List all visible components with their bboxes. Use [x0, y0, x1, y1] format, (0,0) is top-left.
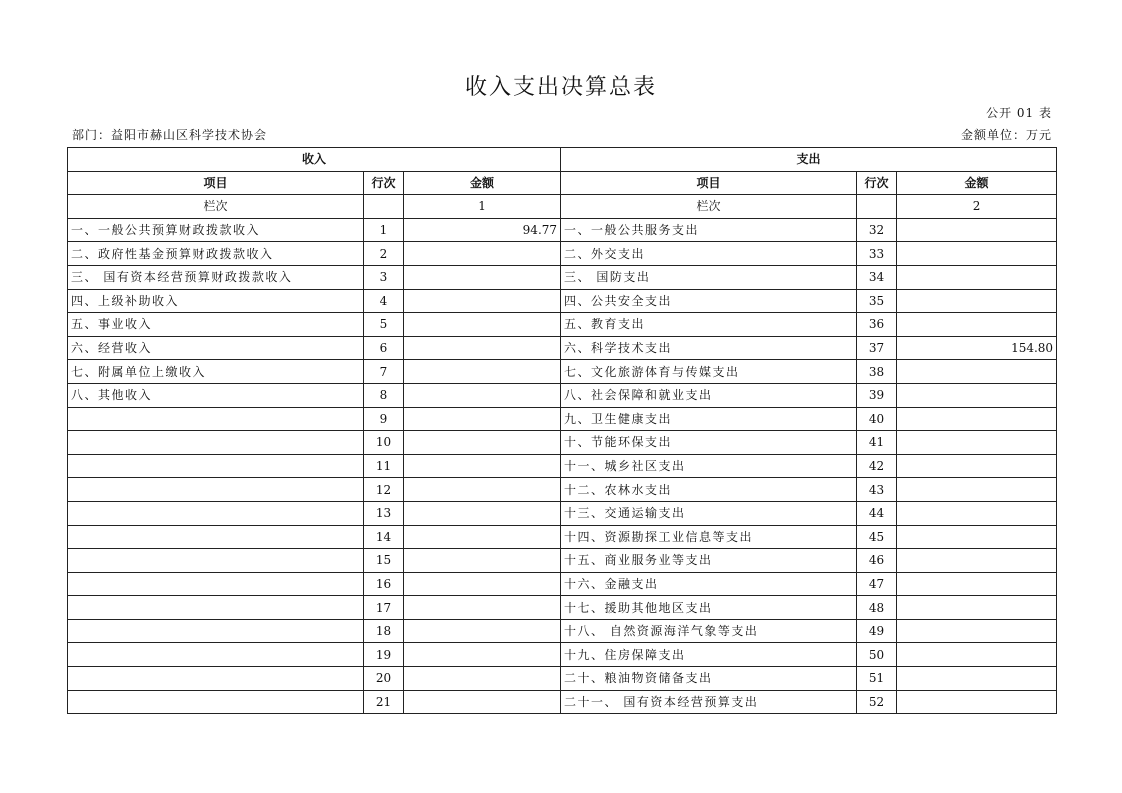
- income-row-no-cell: 11: [364, 454, 404, 478]
- expense-amount-cell: [897, 643, 1057, 667]
- expense-column-blank: [857, 195, 897, 219]
- income-row-no-header: 行次: [364, 171, 404, 195]
- expense-section-header: 支出: [561, 148, 1057, 172]
- table-row: [68, 549, 1057, 573]
- expense-amount-cell: [897, 431, 1057, 455]
- expense-row-no-cell: 36: [857, 313, 897, 337]
- table-row: [68, 407, 1057, 431]
- expense-row-no-cell: 43: [857, 478, 897, 502]
- expense-item-cell: 六、科学技术支出: [561, 336, 857, 360]
- income-row-no-cell: 16: [364, 572, 404, 596]
- expense-item-header: 项目: [561, 171, 857, 195]
- section-header-row: [68, 148, 1057, 172]
- expense-item-cell: 二十一、 国有资本经营预算支出: [561, 690, 857, 714]
- income-item-cell: [68, 431, 364, 455]
- expense-amount-cell: [897, 265, 1057, 289]
- table-row: [68, 336, 1057, 360]
- column-header-row: [68, 171, 1057, 195]
- expense-amount-cell: [897, 360, 1057, 384]
- department-label: 部门：益阳市赫山区科学技术协会: [72, 128, 268, 142]
- income-item-cell: [68, 407, 364, 431]
- income-row-no-cell: 8: [364, 383, 404, 407]
- table-row: [68, 431, 1057, 455]
- expense-amount-header: 金额: [897, 171, 1057, 195]
- expense-row-no-cell: 48: [857, 596, 897, 620]
- income-amount-cell: [404, 596, 561, 620]
- income-row-no-cell: 1: [364, 218, 404, 242]
- form-number: 公开 01 表: [986, 106, 1052, 120]
- expense-amount-cell: [897, 407, 1057, 431]
- expense-amount-cell: [897, 619, 1057, 643]
- table-row: [68, 596, 1057, 620]
- income-row-no-cell: 7: [364, 360, 404, 384]
- income-row-no-cell: 9: [364, 407, 404, 431]
- expense-item-cell: 三、 国防支出: [561, 265, 857, 289]
- income-amount-cell: [404, 407, 561, 431]
- expense-amount-cell: [897, 501, 1057, 525]
- income-row-no-cell: 13: [364, 501, 404, 525]
- expense-item-cell: 四、公共安全支出: [561, 289, 857, 313]
- expense-row-no-cell: 40: [857, 407, 897, 431]
- expense-item-cell: 二、外交支出: [561, 242, 857, 266]
- income-item-cell: [68, 478, 364, 502]
- income-amount-cell: [404, 383, 561, 407]
- income-item-cell: [68, 667, 364, 691]
- expense-item-cell: 一、一般公共服务支出: [561, 218, 857, 242]
- table-row: [68, 667, 1057, 691]
- income-amount-cell: [404, 525, 561, 549]
- expense-row-no-cell: 41: [857, 431, 897, 455]
- expense-row-no-cell: 33: [857, 242, 897, 266]
- expense-item-cell: 五、教育支出: [561, 313, 857, 337]
- table-row: [68, 265, 1057, 289]
- expense-amount-cell: [897, 383, 1057, 407]
- income-row-no-cell: 18: [364, 619, 404, 643]
- income-item-cell: 八、其他收入: [68, 383, 364, 407]
- expense-row-no-cell: 44: [857, 501, 897, 525]
- expense-amount-cell: [897, 218, 1057, 242]
- table-row: [68, 478, 1057, 502]
- income-row-no-cell: 6: [364, 336, 404, 360]
- income-amount-cell: [404, 289, 561, 313]
- income-amount-cell: [404, 265, 561, 289]
- expense-item-cell: 十六、金融支出: [561, 572, 857, 596]
- income-section-header: 收入: [68, 148, 561, 172]
- income-item-cell: [68, 501, 364, 525]
- income-item-cell: 五、事业收入: [68, 313, 364, 337]
- income-amount-cell: [404, 313, 561, 337]
- income-item-cell: [68, 690, 364, 714]
- income-amount-cell: [404, 454, 561, 478]
- table-row: [68, 360, 1057, 384]
- income-row-no-cell: 14: [364, 525, 404, 549]
- income-item-cell: [68, 549, 364, 573]
- expense-item-cell: 七、文化旅游体育与传媒支出: [561, 360, 857, 384]
- income-amount-cell: [404, 643, 561, 667]
- expense-row-no-cell: 47: [857, 572, 897, 596]
- expense-amount-cell: [897, 572, 1057, 596]
- expense-amount-cell: 154.80: [897, 336, 1057, 360]
- page-title: 收入支出决算总表: [464, 75, 657, 100]
- expense-amount-cell: [897, 549, 1057, 573]
- expense-row-no-cell: 52: [857, 690, 897, 714]
- income-amount-cell: [404, 501, 561, 525]
- expense-row-no-cell: 45: [857, 525, 897, 549]
- income-column-label: 栏次: [68, 195, 364, 219]
- table-row: [68, 313, 1057, 337]
- table-row: [68, 501, 1057, 525]
- income-amount-cell: [404, 336, 561, 360]
- income-item-cell: 六、经营收入: [68, 336, 364, 360]
- expense-item-cell: 十一、城乡社区支出: [561, 454, 857, 478]
- expense-column-label: 栏次: [561, 195, 857, 219]
- income-item-cell: 四、上级补助收入: [68, 289, 364, 313]
- column-index-row: [68, 195, 1057, 219]
- expense-column-number: 2: [897, 195, 1057, 219]
- expense-amount-cell: [897, 313, 1057, 337]
- expense-row-no-cell: 49: [857, 619, 897, 643]
- income-amount-cell: [404, 619, 561, 643]
- income-amount-cell: [404, 572, 561, 596]
- income-item-cell: [68, 619, 364, 643]
- table-row: [68, 690, 1057, 714]
- expense-item-cell: 九、卫生健康支出: [561, 407, 857, 431]
- expense-amount-cell: [897, 690, 1057, 714]
- expense-item-cell: 十四、资源勘探工业信息等支出: [561, 525, 857, 549]
- expense-amount-cell: [897, 242, 1057, 266]
- expense-row-no-cell: 39: [857, 383, 897, 407]
- table-row: [68, 242, 1057, 266]
- income-amount-cell: [404, 549, 561, 573]
- income-item-cell: 三、 国有资本经营预算财政拨款收入: [68, 265, 364, 289]
- income-row-no-cell: 15: [364, 549, 404, 573]
- income-column-number: 1: [404, 195, 561, 219]
- table-row: [68, 218, 1057, 242]
- income-row-no-cell: 19: [364, 643, 404, 667]
- table-row: [68, 525, 1057, 549]
- income-row-no-cell: 21: [364, 690, 404, 714]
- expense-row-no-header: 行次: [857, 171, 897, 195]
- expense-item-cell: 十七、援助其他地区支出: [561, 596, 857, 620]
- income-expense-table: [67, 147, 1057, 714]
- income-item-cell: [68, 454, 364, 478]
- expense-amount-cell: [897, 596, 1057, 620]
- expense-row-no-cell: 34: [857, 265, 897, 289]
- amount-unit-label: 金额单位：万元: [960, 128, 1052, 142]
- expense-row-no-cell: 51: [857, 667, 897, 691]
- table-row: [68, 643, 1057, 667]
- income-row-no-cell: 2: [364, 242, 404, 266]
- income-item-cell: [68, 525, 364, 549]
- income-amount-header: 金额: [404, 171, 561, 195]
- expense-item-cell: 十五、商业服务业等支出: [561, 549, 857, 573]
- expense-amount-cell: [897, 454, 1057, 478]
- income-item-cell: [68, 572, 364, 596]
- expense-row-no-cell: 37: [857, 336, 897, 360]
- income-item-cell: 二、政府性基金预算财政拨款收入: [68, 242, 364, 266]
- table-row: [68, 383, 1057, 407]
- income-row-no-cell: 20: [364, 667, 404, 691]
- income-row-no-cell: 12: [364, 478, 404, 502]
- expense-item-cell: 八、社会保障和就业支出: [561, 383, 857, 407]
- income-row-no-cell: 4: [364, 289, 404, 313]
- income-amount-cell: [404, 360, 561, 384]
- income-item-header: 项目: [68, 171, 364, 195]
- expense-item-cell: 二十、粮油物资储备支出: [561, 667, 857, 691]
- expense-amount-cell: [897, 478, 1057, 502]
- expense-row-no-cell: 46: [857, 549, 897, 573]
- income-amount-cell: [404, 478, 561, 502]
- expense-item-cell: 十八、 自然资源海洋气象等支出: [561, 619, 857, 643]
- expense-row-no-cell: 35: [857, 289, 897, 313]
- table-row: [68, 619, 1057, 643]
- table-row: [68, 572, 1057, 596]
- income-row-no-cell: 5: [364, 313, 404, 337]
- income-amount-cell: [404, 242, 561, 266]
- expense-amount-cell: [897, 289, 1057, 313]
- expense-item-cell: 十三、交通运输支出: [561, 501, 857, 525]
- income-amount-cell: [404, 431, 561, 455]
- income-row-no-cell: 10: [364, 431, 404, 455]
- expense-amount-cell: [897, 525, 1057, 549]
- expense-row-no-cell: 42: [857, 454, 897, 478]
- income-column-blank: [364, 195, 404, 219]
- income-amount-cell: 94.77: [404, 218, 561, 242]
- income-amount-cell: [404, 690, 561, 714]
- income-amount-cell: [404, 667, 561, 691]
- expense-amount-cell: [897, 667, 1057, 691]
- expense-row-no-cell: 50: [857, 643, 897, 667]
- expense-row-no-cell: 38: [857, 360, 897, 384]
- table-row: [68, 289, 1057, 313]
- expense-row-no-cell: 32: [857, 218, 897, 242]
- table-row: [68, 454, 1057, 478]
- expense-item-cell: 十二、农林水支出: [561, 478, 857, 502]
- income-item-cell: [68, 596, 364, 620]
- income-row-no-cell: 3: [364, 265, 404, 289]
- income-row-no-cell: 17: [364, 596, 404, 620]
- income-item-cell: 七、附属单位上缴收入: [68, 360, 364, 384]
- expense-item-cell: 十九、住房保障支出: [561, 643, 857, 667]
- income-item-cell: 一、一般公共预算财政拨款收入: [68, 218, 364, 242]
- expense-item-cell: 十、节能环保支出: [561, 431, 857, 455]
- income-item-cell: [68, 643, 364, 667]
